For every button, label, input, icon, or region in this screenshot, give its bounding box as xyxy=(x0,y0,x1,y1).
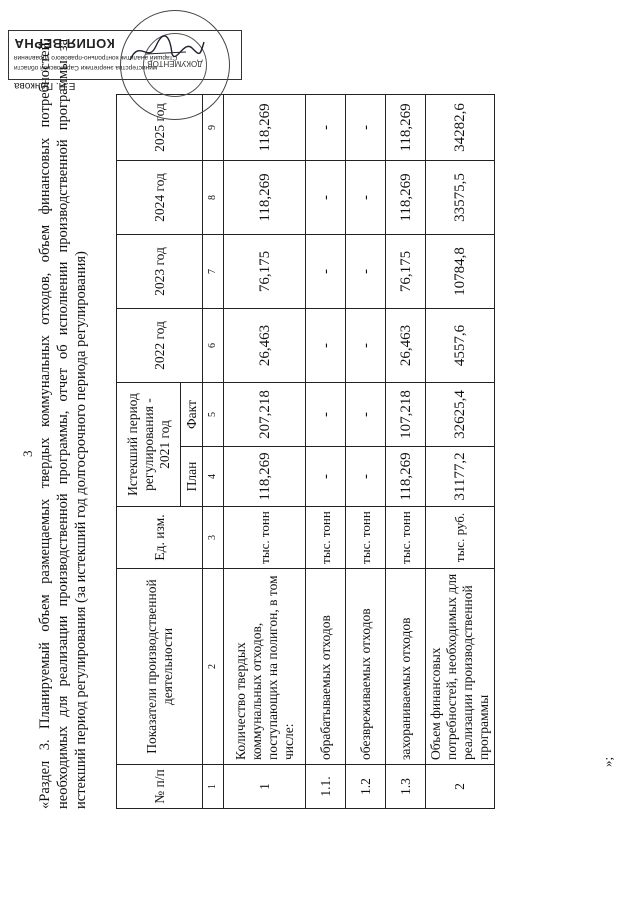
row-2023: - xyxy=(346,235,386,309)
certification-stamp xyxy=(8,8,240,118)
closing-quote: »; xyxy=(600,756,615,767)
row-number: 1.1. xyxy=(306,765,346,809)
production-program-table xyxy=(116,94,495,809)
header-year-2025: 2025 год xyxy=(117,95,203,161)
table-row xyxy=(306,95,346,809)
row-unit: тыс. тонн xyxy=(346,507,386,569)
header-col-num: № п/п xyxy=(117,765,203,809)
row-plan: 118,269 xyxy=(224,447,306,507)
table-row xyxy=(224,95,306,809)
row-2023: 76,175 xyxy=(386,235,426,309)
row-2025: 118,269 xyxy=(386,95,426,161)
header-plan: План xyxy=(181,447,203,507)
stamp-name: Е.Н. Панкова xyxy=(14,80,76,91)
row-fact: - xyxy=(306,383,346,447)
header-year-2022: 2022 год xyxy=(117,309,203,383)
row-2024: 118,269 xyxy=(386,161,426,235)
header-expired-period: Истекший период регулирования - 2021 год xyxy=(117,383,181,507)
row-number: 2 xyxy=(426,765,495,809)
row-2024: 33575,5 xyxy=(426,161,495,235)
row-2022: - xyxy=(306,309,346,383)
column-number: 7 xyxy=(203,235,224,309)
row-2025: - xyxy=(306,95,346,161)
header-fact: Факт xyxy=(181,383,203,447)
row-2022: 4557,6 xyxy=(426,309,495,383)
table-row xyxy=(386,95,426,809)
row-indicator: обрабатываемых отходов xyxy=(306,569,346,765)
row-2025: 34282,6 xyxy=(426,95,495,161)
stamp-line-1: Старший аналитик контрольно-правового управления xyxy=(14,54,178,61)
row-2022: 26,463 xyxy=(386,309,426,383)
row-2023: 10784,8 xyxy=(426,235,495,309)
row-indicator: Объем финансовых потребностей, необходимых для реализации производственной программы xyxy=(426,569,495,765)
signature-icon xyxy=(126,34,206,68)
row-2023: 76,175 xyxy=(224,235,306,309)
column-number: 4 xyxy=(203,447,224,507)
seal-text: ДОКУМЕНТОВ xyxy=(147,59,203,68)
column-number: 1 xyxy=(203,765,224,809)
row-number: 1.2 xyxy=(346,765,386,809)
row-2024: - xyxy=(346,161,386,235)
row-number: 1 xyxy=(224,765,306,809)
row-2025: - xyxy=(346,95,386,161)
row-unit: тыс. руб. xyxy=(426,507,495,569)
page-number: 3 xyxy=(20,450,35,457)
row-plan: 118,269 xyxy=(386,447,426,507)
column-number: 6 xyxy=(203,309,224,383)
column-number: 9 xyxy=(203,95,224,161)
header-unit: Ед. изм. xyxy=(117,507,203,569)
table-header-row xyxy=(117,95,181,809)
column-number: 3 xyxy=(203,507,224,569)
section-intro xyxy=(36,39,90,809)
column-number-row xyxy=(203,95,224,809)
row-unit: тыс. тонн xyxy=(224,507,306,569)
row-2024: 118,269 xyxy=(224,161,306,235)
table-row xyxy=(426,95,495,809)
row-number: 1.3 xyxy=(386,765,426,809)
row-plan: - xyxy=(306,447,346,507)
column-number: 2 xyxy=(203,569,224,765)
row-fact: - xyxy=(346,383,386,447)
column-number: 8 xyxy=(203,161,224,235)
header-year-2024: 2024 год xyxy=(117,161,203,235)
row-fact: 32625,4 xyxy=(426,383,495,447)
header-indicators: Показатели производственной деятельности xyxy=(117,569,203,765)
row-2022: 26,463 xyxy=(224,309,306,383)
row-plan: - xyxy=(346,447,386,507)
section-intro-text: «Раздел 3. Планируемый объем размещаемых твердых коммунальных отходов, объем финансовых потребностей, необходимых для реализации производственной программы, отчет об исполнении производственной программы за истекший период регулирования (за истекший год долгосрочного периода регулирования) xyxy=(37,39,89,809)
row-unit: тыс. тонн xyxy=(386,507,426,569)
row-2025: 118,269 xyxy=(224,95,306,161)
stamp-title: КОПИЯ ВЕРНА xyxy=(14,36,115,51)
column-number: 5 xyxy=(203,383,224,447)
header-year-2023: 2023 год xyxy=(117,235,203,309)
row-indicator: обезвреживаемых отходов xyxy=(346,569,386,765)
row-fact: 207,218 xyxy=(224,383,306,447)
row-unit: тыс. тонн xyxy=(306,507,346,569)
stamp-line-2: министерства энергетики Саратовской области xyxy=(14,64,158,71)
row-plan: 31177,2 xyxy=(426,447,495,507)
row-fact: 107,218 xyxy=(386,383,426,447)
table-row xyxy=(346,95,386,809)
row-indicator: захораниваемых отходов xyxy=(386,569,426,765)
row-2023: - xyxy=(306,235,346,309)
row-2024: - xyxy=(306,161,346,235)
row-2022: - xyxy=(346,309,386,383)
row-indicator: Количество твердых коммунальных отходов, поступающих на полигон, в том числе: xyxy=(224,569,306,765)
